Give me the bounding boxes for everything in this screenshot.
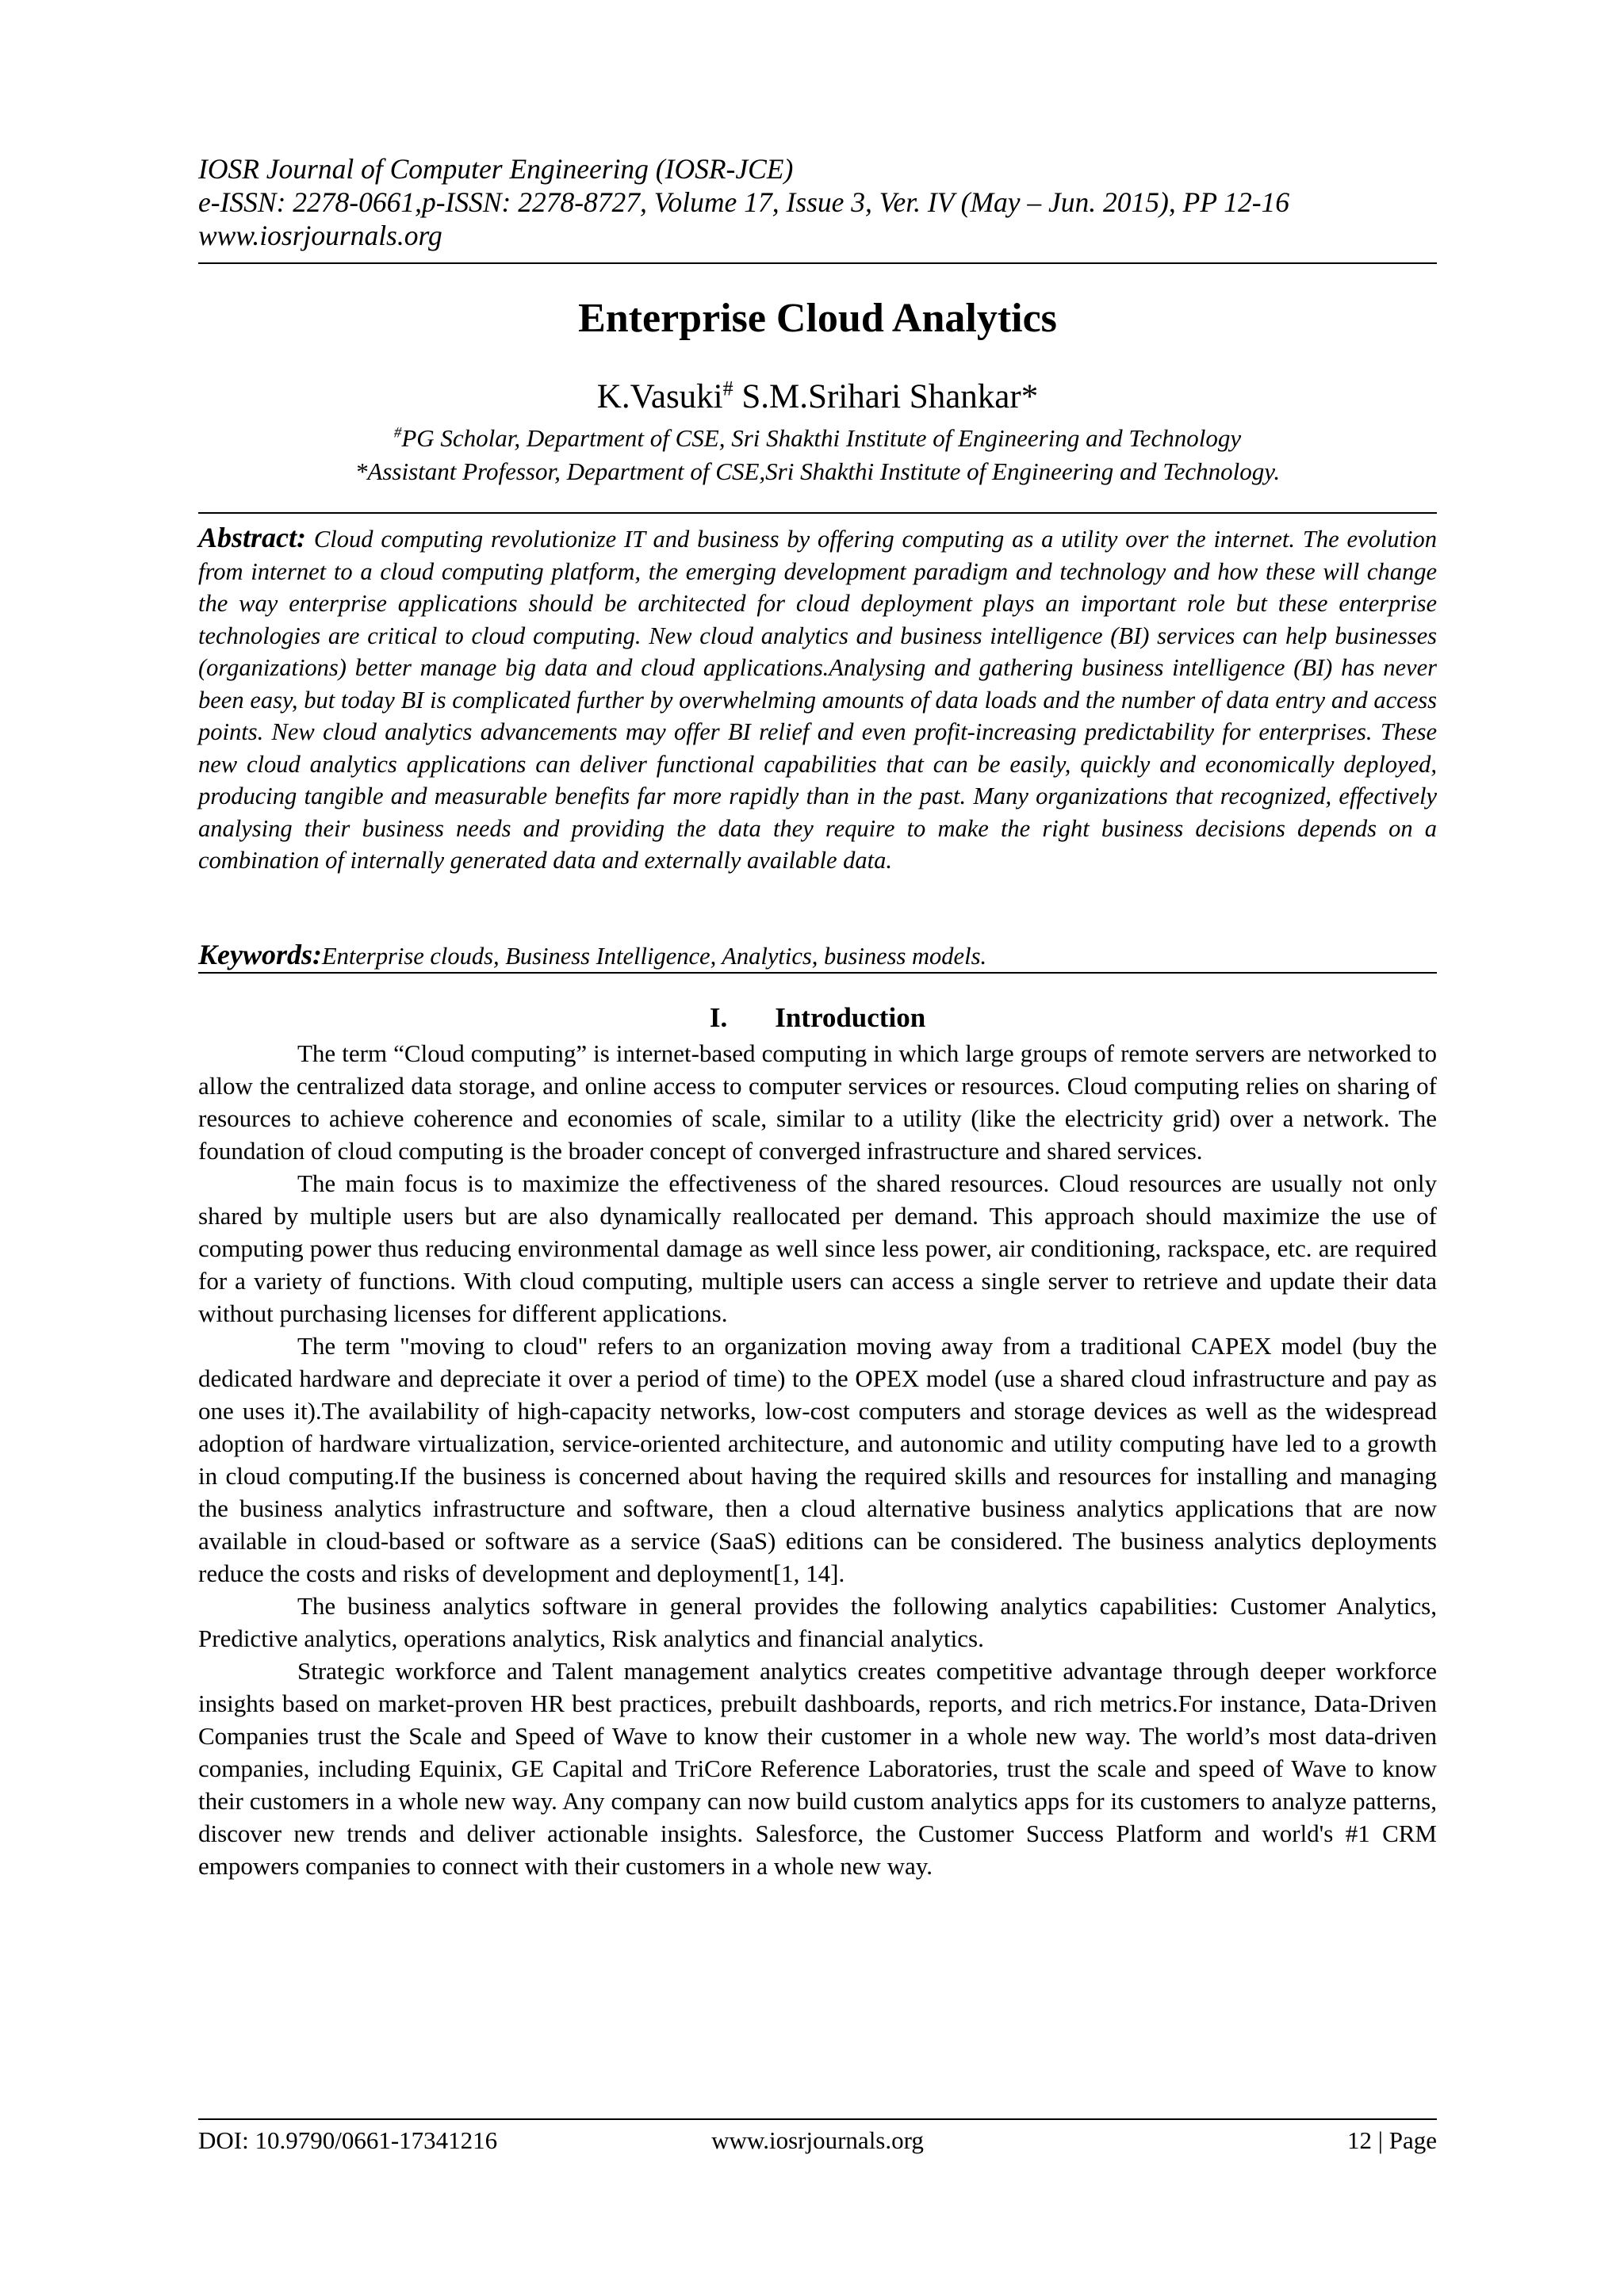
- journal-name: IOSR Journal of Computer Engineering (IOSR-JCE): [198, 153, 794, 185]
- affiliations: [198, 422, 1437, 488]
- body-text: [198, 1037, 1437, 1882]
- abstract-label: Abstract:: [198, 522, 307, 553]
- abstract: [198, 522, 1437, 877]
- footer-rule: [198, 2118, 1437, 2120]
- paragraph: The business analytics software in general provides the following analytics capabilities: Customer Analytics, Predictive analytics, operations analytics, Risk analytics and financial analytics.: [198, 1592, 1437, 1652]
- paragraph: The main focus is to maximize the effectiveness of the shared resources. Cloud resources are usually not only shared by multiple users but are also dynamically reallocated per demand. This approach should maximize the use of computing power thus reducing environmental damage as well since less power, air conditioning, rackspace, etc. are required for a variety of functions. With cloud computing, multiple users can access a single server to retrieve and update their data without purchasing licenses for different applications.: [198, 1169, 1437, 1327]
- footer-website: www.iosrjournals.org: [711, 2126, 924, 2154]
- journal-header: [198, 152, 1437, 252]
- affiliation-2: *Assistant Professor, Department of CSE,Sri Shakthi Institute of Engineering and Technology.: [354, 457, 1281, 485]
- author-1: K.Vasuki: [596, 378, 723, 415]
- keywords-text: Enterprise clouds, Business Intelligence, Analytics, business models.: [322, 943, 987, 970]
- journal-website: www.iosrjournals.org: [198, 220, 442, 251]
- abstract-text: Cloud computing revolutionize IT and business by offering computing as a utility over the internet. The evolution from internet to a cloud computing platform, the emerging development paradigm and technology and how these will change the way enterprise applications should be architected for cloud deployment plays an important role but these enterprise technologies are critical to cloud computing. New cloud analytics and business intelligence (BI) services can help businesses (organizations) better manage big data and cloud applications.Analysing and gathering business intelligence (BI) has never been easy, but today BI is complicated further by overwhelming amounts of data loads and the number of data entry and access points. New cloud analytics advancements may offer BI relief and even profit-increasing predictability for enterprises. These new cloud analytics applications can deliver functional capabilities that can be easily, quickly and economically deployed, producing tangible and measurable benefits far more rapidly than in the past. Many organizations that recognized, effectively analysing their business needs and providing the data they require to make the right business decisions depends on a combination of internally generated data and externally available data.: [198, 526, 1437, 874]
- issn-line: e-ISSN: 2278-0661,p-ISSN: 2278-8727, Volume 17, Issue 3, Ver. IV (May – Jun. 2015), PP 12-16: [198, 186, 1290, 218]
- abstract-bottom-rule: [198, 972, 1437, 974]
- affiliation-1-mark: #: [393, 424, 402, 442]
- paragraph: The term "moving to cloud" refers to an organization moving away from a traditional CAPEX model (buy the dedicated hardware and depreciate it over a period of time) to the OPEX model (use a shared cloud infrastructure and pay as one uses it).The availability of high-capacity networks, low-cost computers and storage devices as well as the widespread adoption of hardware virtualization, service-oriented architecture, and autonomic and utility computing have led to a growth in cloud computing.If the business is concerned about having the required skills and resources for installing and managing the business analytics infrastructure and software, then a cloud alternative business analytics applications that are now available in cloud-based or software as a service (SaaS) editions can be considered. The business analytics deployments reduce the costs and risks of development and deployment[1, 14].: [198, 1332, 1437, 1587]
- keywords: [198, 939, 1437, 972]
- author-2: S.M.Srihari Shankar*: [741, 378, 1039, 415]
- footer-doi: DOI: 10.9790/0661-17341216: [198, 2126, 498, 2154]
- header-rule: [198, 262, 1437, 264]
- paragraph: Strategic workforce and Talent management analytics creates competitive advantage through deeper workforce insights based on market-proven HR best practices, prebuilt dashboards, reports, and rich metrics.For instance, Data-Driven Companies trust the Scale and Speed of Wave to know their customer in a whole new way. The world’s most data-driven companies, including Equinix, GE Capital and TriCore Reference Laboratories, trust the scale and speed of Wave to know their customers in a whole new way. Any company can now build custom analytics apps for its customers to analyze patterns, discover new trends and deliver actionable insights. Salesforce, the Customer Success Platform and world's #1 CRM empowers companies to connect with their customers in a whole new way.: [198, 1657, 1437, 1880]
- paper-title: Enterprise Cloud Analytics: [578, 296, 1057, 341]
- author-1-mark: #: [722, 377, 733, 400]
- section-number: I.: [709, 1002, 728, 1033]
- section-title: Introduction: [775, 1002, 926, 1033]
- section-heading: [198, 1001, 1437, 1035]
- author-line: [198, 377, 1437, 418]
- affiliation-1: #PG Scholar, Department of CSE, Sri Shakthi Institute of Engineering and Technology: [393, 424, 1242, 452]
- abstract-top-rule: [198, 512, 1437, 514]
- paragraph: The term “Cloud computing” is internet-based computing in which large groups of remote servers are networked to allow the centralized data storage, and online access to computer services or resources. Cloud computing relies on sharing of resources to achieve coherence and economies of scale, similar to a utility (like the electricity grid) over a network. The foundation of cloud computing is the broader concept of converged infrastructure and shared services.: [198, 1039, 1437, 1165]
- footer-page-number: 12 | Page: [1347, 2126, 1437, 2154]
- keywords-label: Keywords:: [198, 939, 322, 970]
